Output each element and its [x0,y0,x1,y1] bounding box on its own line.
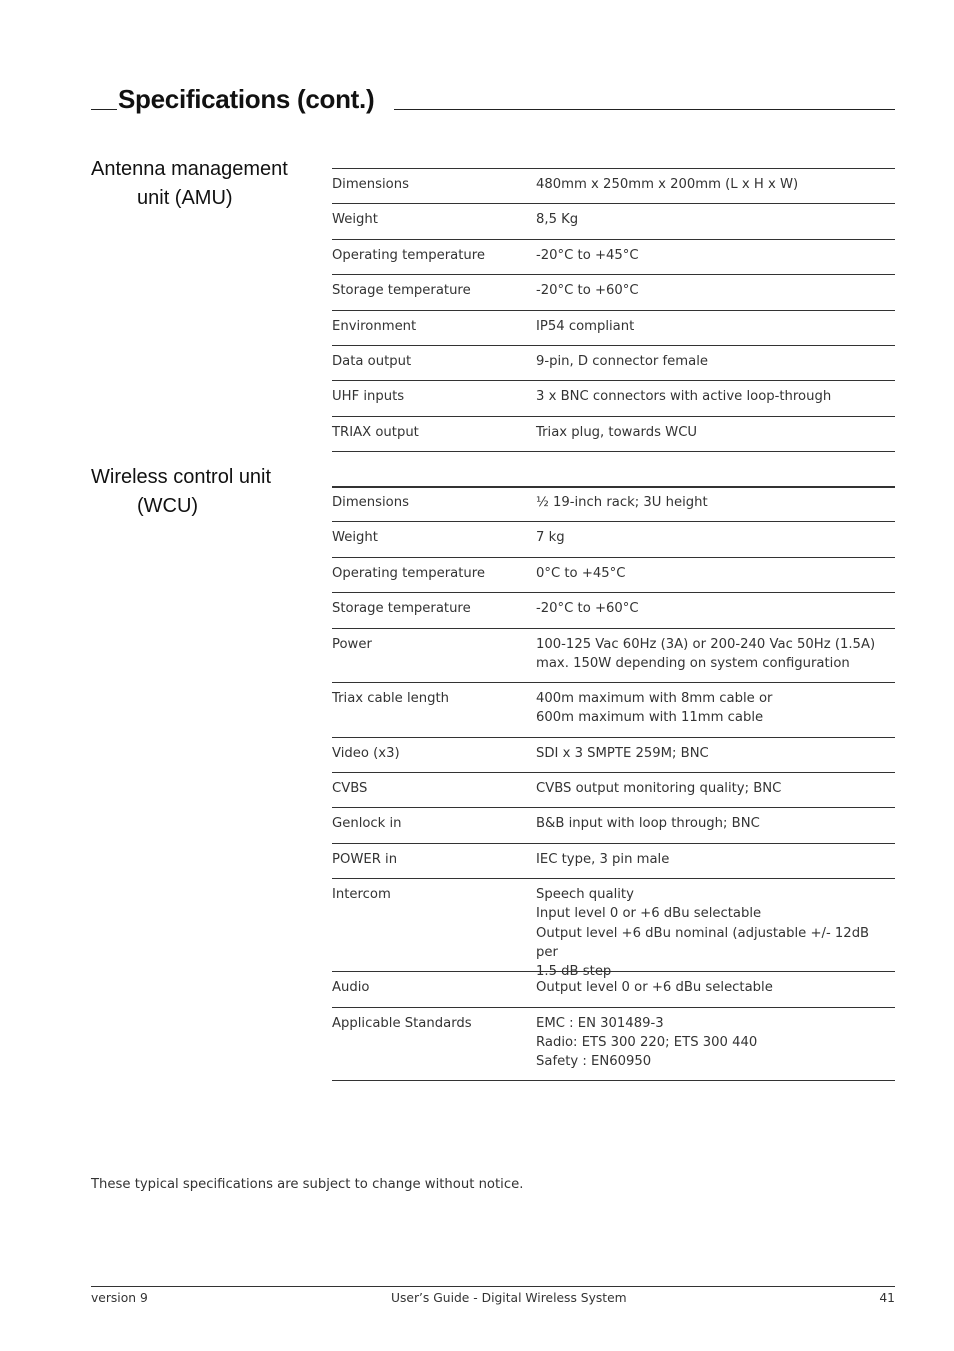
section-title-line1: Antenna management [91,158,288,180]
footer-page-number: 41 [879,1291,895,1305]
spec-value: -20°C to +60°C [536,601,639,617]
footer-version: version 9 [91,1291,148,1305]
table-row [332,972,895,1007]
spec-label: Applicable Standards [332,1015,472,1031]
spec-value: 480mm x 250mm x 200mm (L x H x W) [536,177,799,192]
spec-label: Storage temperature [332,601,471,617]
spec-value: CVBS output monitoring quality; BNC [536,780,782,796]
spec-label: Audio [332,980,370,996]
spec-value: 8,5 Kg [536,212,579,228]
spec-label: CVBS [332,780,368,796]
spec-label: Video (x3) [332,745,400,761]
spec-label: Triax cable length [332,691,449,707]
table-row [332,683,895,738]
table-row [332,593,895,628]
table-row [332,417,895,452]
table-row [332,346,895,381]
spec-label: Operating temperature [332,565,486,581]
spec-label: Weight [332,212,378,228]
table-row [332,275,895,310]
table-row [332,311,895,346]
title-rule-right [394,109,895,110]
spec-label: Data output [332,353,412,369]
spec-value: 3 x BNC connectors with active loop-through [536,389,832,405]
spec-label: UHF inputs [332,389,405,405]
spec-label: Power [332,636,372,652]
table-spacer-row [332,452,895,488]
page-header [91,84,895,118]
wcu-spec-table [332,486,895,1081]
section-title-wcu [91,463,316,521]
spec-label: Environment [332,318,417,334]
table-row [332,808,895,843]
section-title-line2: unit (AMU) [137,187,233,209]
table-row [332,169,895,204]
spec-label: Storage temperature [332,283,471,299]
spec-value: 100-125 Vac 60Hz (3A) or 200-240 Vac 50Hz (1.5A) max. 150W depending on system configuration [536,636,876,671]
table-row [332,204,895,239]
spec-value: 7 kg [536,530,565,546]
table-row [332,522,895,557]
section-title-amu [91,155,316,213]
table-row [332,558,895,593]
table-row [332,381,895,416]
table-row [332,738,895,773]
spec-value: Speech quality Input level 0 or +6 dBu selectable Output level +6 dBu nominal (adjustable +/- 12dB per 1.5 dB step [536,887,870,980]
table-row [332,844,895,879]
spec-label: TRIAX output [332,424,419,440]
spec-label: Genlock in [332,816,402,832]
spec-value: -20°C to +45°C [536,247,639,263]
table-row [332,1008,895,1082]
spec-value: ½ 19-inch rack; 3U height [536,495,708,510]
page-title: Specifications (cont.) [118,84,375,114]
spec-value: Triax plug, towards WCU [536,424,698,440]
spec-value: IEC type, 3 pin male [536,851,670,867]
section-title-line1: Wireless control unit [91,466,272,488]
spec-label: Dimensions [332,495,409,510]
page-footer [91,1286,895,1305]
table-row [332,879,895,980]
spec-label: POWER in [332,851,398,867]
spec-label: Dimensions [332,177,409,192]
spec-value: IP54 compliant [536,318,635,334]
spec-value: EMC : EN 301489-3 Radio: ETS 300 220; ETS 300 440 Safety : EN60950 [536,1015,758,1070]
spec-label: Intercom [332,887,391,903]
section-title-line2: (WCU) [137,495,199,517]
spec-value: 400m maximum with 8mm cable or 600m maximum with 11mm cable [536,691,773,726]
table-row [332,487,895,522]
table-row [332,629,895,684]
title-rule-left [91,109,117,110]
spec-label: Operating temperature [332,247,486,263]
spec-value: -20°C to +60°C [536,283,639,299]
table-row [332,240,895,275]
spec-value: Output level 0 or +6 dBu selectable [536,980,773,996]
spec-value: 0°C to +45°C [536,565,626,581]
footer-guide-title: User’s Guide - Digital Wireless System [391,1291,627,1305]
spec-value: B&B input with loop through; BNC [536,816,760,832]
spec-value: 9-pin, D connector female [536,353,708,369]
disclaimer-note: These typical specifications are subject to change without notice. [91,1177,524,1192]
spec-value: SDI x 3 SMPTE 259M; BNC [536,745,709,761]
amu-spec-table [332,168,895,488]
table-row [332,773,895,808]
spec-label: Weight [332,530,378,546]
